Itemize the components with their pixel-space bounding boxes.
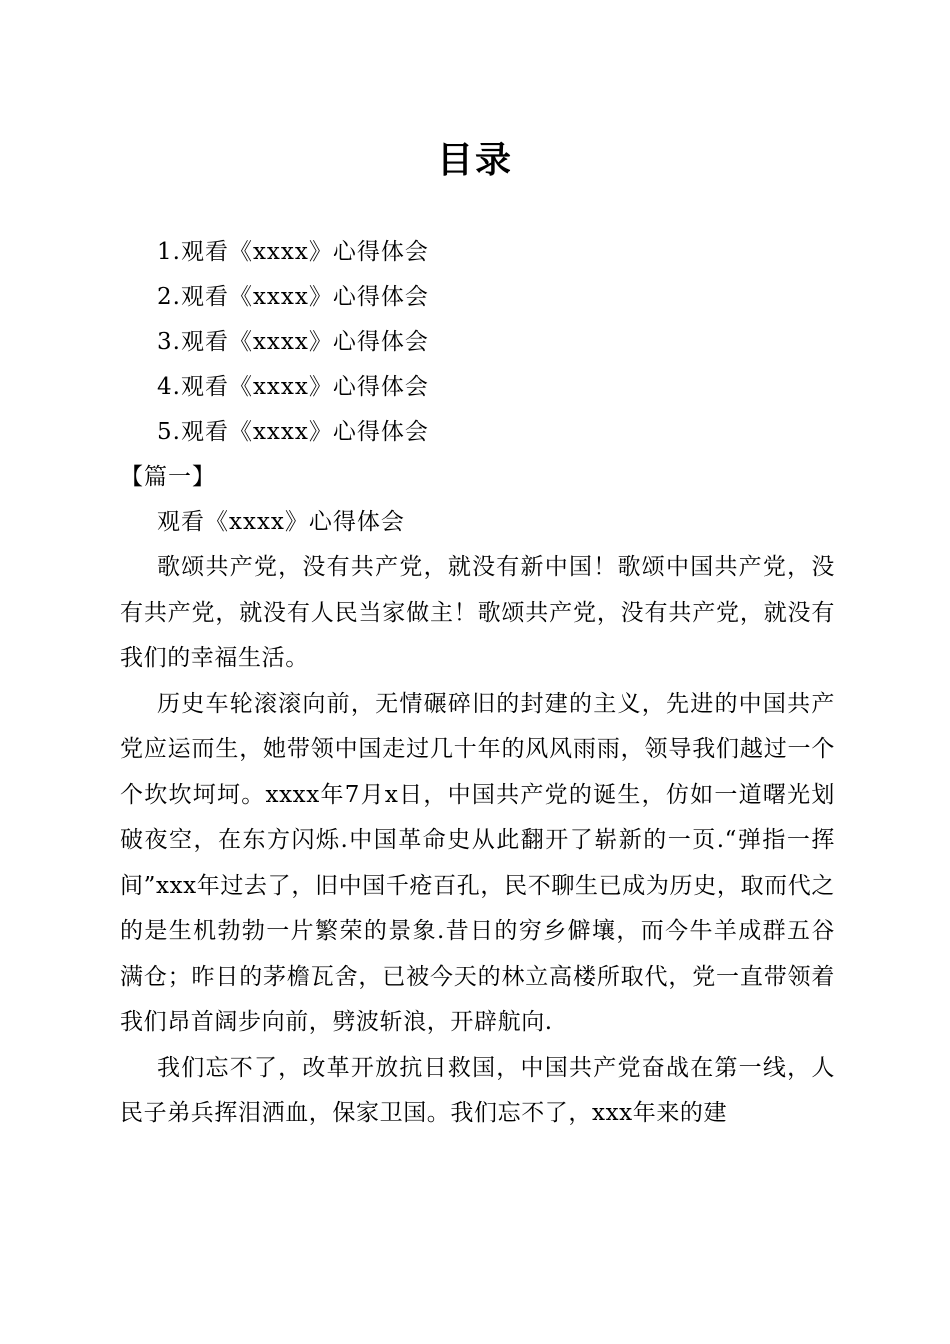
paragraph: 歌颂共产党，没有共产党，就没有新中国！歌颂中国共产党，没有共产党，就没有人民当家做主！歌颂共产党，没有共产党，就没有我们的幸福生活。 [120,554,835,671]
toc-item: 3.观看《xxxx》心得体会 [157,329,429,355]
article-body [120,545,835,1137]
toc-item: 4.观看《xxxx》心得体会 [157,374,429,400]
section-label: 【篇一】 [120,464,216,490]
page-title: 目录 [436,139,513,181]
toc-item: 5.观看《xxxx》心得体会 [157,419,429,445]
toc-item: 2.观看《xxxx》心得体会 [157,284,429,310]
toc-item: 1.观看《xxxx》心得体会 [157,239,429,265]
article-title: 观看《xxxx》心得体会 [157,509,405,535]
paragraph: 历史车轮滚滚向前，无情碾碎旧的封建的主义，先进的中国共产党应运而生，她带领中国走过几十年的风风雨雨，领导我们越过一个个坎坎坷坷。xxxx年7月x日，中国共产党的诞生，仿如一道曙光划破夜空，在东方闪烁.中国革命史从此翻开了崭新的一页.“弹指一挥间”xxx年过去了，旧中国千疮百孔，民不聊生已成为历史，取而代之的是生机勃勃一片繁荣的景象.昔日的穷乡僻壤，而今牛羊成群五谷满仓；昨日的茅檐瓦舍，已被今天的林立高楼所取代，党一直带领着我们昂首阔步向前，劈波斩浪，开辟航向. [120,690,835,1035]
paragraph: 我们忘不了，改革开放抗日救国，中国共产党奋战在第一线，人民子弟兵挥泪洒血，保家卫国。我们忘不了，xxx年来的建 [120,1054,835,1126]
table-of-contents [157,230,429,455]
